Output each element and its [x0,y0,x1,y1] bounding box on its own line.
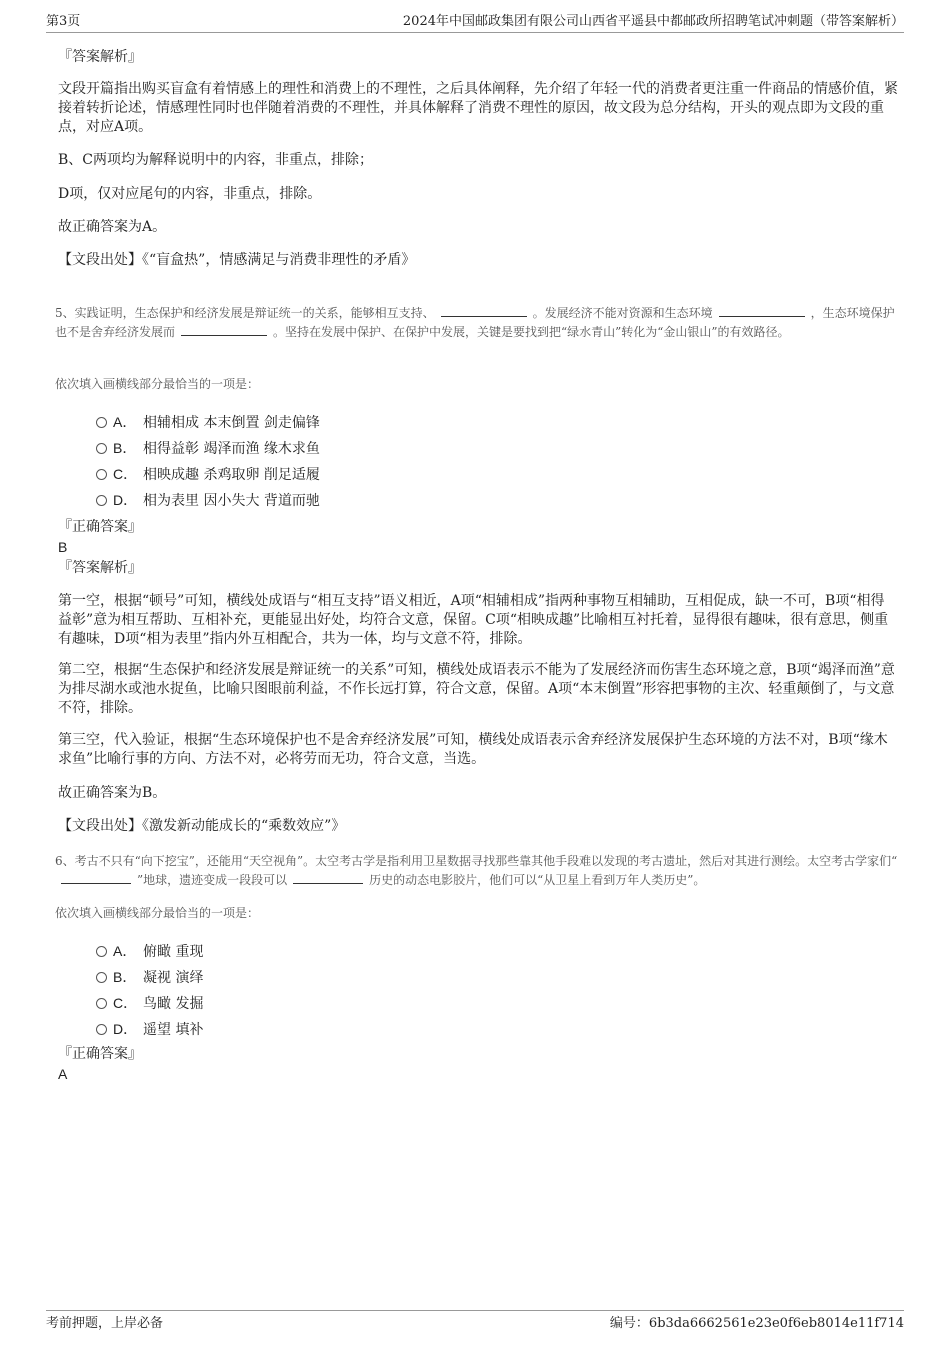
q6-option-c[interactable]: C． 鸟瞰 发掘 [96,993,203,1013]
radio-icon[interactable] [96,443,107,454]
page-footer [46,1310,904,1335]
q6-option-a[interactable]: A． 俯瞰 重现 [96,941,203,961]
q5-analysis-p1: 第一空，根据“顿号”可知，横线处成语与“相互支持”语义相近，A项“相辅相成”指两种事物互相辅助，互相促成，缺一不可，B项“相得益彰”意为相互帮助、互相补充，更能显出好处，均符合文意，保留。C项“相映成趣”比喻相互衬托着，显得很有趣味，很有意思，侧重有趣味，D项“相为表里”指内外互相配合，共为一体，均与文意不符，排除。 [58,593,889,647]
q4-analysis-p3: D项，仅对应尾句的内容，非重点，排除。 [58,186,322,202]
q5-option-a[interactable]: A． 相辅相成 本末倒置 剑走偏锋 [96,412,320,432]
radio-icon[interactable] [96,946,107,957]
radio-icon[interactable] [96,495,107,506]
fill-blank [441,304,527,317]
q4-source: 【文段出处】《“盲盒热”，情感满足与消费非理性的矛盾》 [58,252,416,268]
q5-analysis-label: 『答案解析』 [58,560,142,576]
fill-blank [293,871,363,884]
q4-analysis-p2: B、C两项均为解释说明中的内容，非重点，排除； [58,152,373,168]
q5-source: 【文段出处】《激发新动能成长的“乘数效应”》 [58,818,346,834]
q6-option-b[interactable]: B． 凝视 演绎 [96,967,203,987]
document-title: 2024年中国邮政集团有限公司山西省平遥县中都邮政所招聘笔试冲刺题（带答案解析） [402,14,904,29]
q4-analysis-label: 『答案解析』 [58,49,142,65]
q5-option-c[interactable]: C． 相映成趣 杀鸡取卵 削足适履 [96,464,320,484]
document-id: 编号：6b3da6662561e23e0f6eb8014e11f714 [609,1316,904,1331]
footer-slogan: 考前押题，上岸必备 [46,1316,164,1331]
page-number: 第3页 [46,14,81,29]
fill-blank [181,323,267,336]
radio-icon[interactable] [96,972,107,983]
page-header [46,14,904,33]
q5-stem: 5、实践证明，生态保护和经济发展是辩证统一的关系，能够相互支持、 。发展经济不能对资源和生态环境 ，生态环境保护也不是舍弃经济发展而 。坚持在发展中保护、在保护中发展，关键是要找到把“绿水青山”转化为“金山银山”的有效路径。 [55,306,895,339]
fill-blank [61,871,131,884]
q5-analysis-conclusion: 故正确答案为B。 [58,785,167,801]
q4-analysis-p1: 文段开篇指出购买盲盒有着情感上的理性和消费上的不理性，之后具体阐释，先介绍了年轻一代的消费者更注重一件商品的情感价值，紧接着转折论述，情感理性同时也伴随着消费的不理性，并具体解释了消费不理性的原因，故文段为总分结构，开头的观点即为文段的重点，对应A项。 [58,81,898,135]
radio-icon[interactable] [96,469,107,480]
q6-stem: 6、考古不只有“向下挖宝”，还能用“天空视角”。太空考古学是指利用卫星数据寻找那些靠其他手段难以发现的考古遗址，然后对其进行测绘。太空考古学家们“”地球，遗迹变成一段段可以 历史的动态电影胶片，他们可以“从卫星上看到万年人类历史”。 [55,854,898,887]
q5-analysis-p2: 第二空，根据“生态保护和经济发展是辩证统一的关系”可知，横线处成语表示不能为了发展经济而伤害生态环境之意，B项“竭泽而渔”意为排尽湖水或池水捉鱼，比喻只图眼前利益，不作长远打算，符合文意，保留。A项“本末倒置”形容把事物的主次、轻重颠倒了，与文意不符，排除。 [58,662,895,716]
q6-correct-label: 『正确答案』 [58,1046,142,1062]
q5-correct-label: 『正确答案』 [58,519,142,535]
q5-analysis-p3: 第三空，代入验证，根据“生态环境保护也不是舍弃经济发展”可知，横线处成语表示舍弃经济发展保护生态环境的方法不对，B项“缘木求鱼”比喻行事的方向、方法不对，必将劳而无功，符合文意，当选。 [58,732,888,767]
q5-option-b[interactable]: B． 相得益彰 竭泽而渔 缘木求鱼 [96,438,320,458]
q5-correct-answer: B [58,539,68,555]
radio-icon[interactable] [96,417,107,428]
q5-option-d[interactable]: D． 相为表里 因小失大 背道而驰 [96,490,320,510]
radio-icon[interactable] [96,998,107,1009]
q5-prompt: 依次填入画横线部分最恰当的一项是： [55,377,260,391]
q6-prompt: 依次填入画横线部分最恰当的一项是： [55,906,260,920]
q6-correct-answer: A [58,1066,68,1082]
radio-icon[interactable] [96,1024,107,1035]
fill-blank [719,304,805,317]
q6-option-d[interactable]: D． 遥望 填补 [96,1019,203,1039]
q4-analysis-conclusion: 故正确答案为A。 [58,219,167,235]
